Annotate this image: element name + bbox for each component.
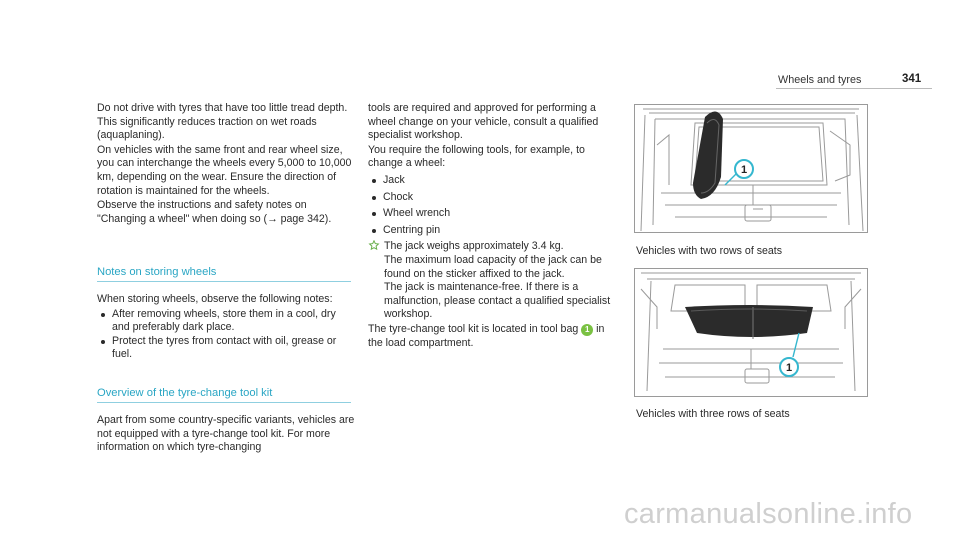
tread-depth-paragraph: Do not drive with tyres that have too little tread depth. This significantly reduces traction on wet roads (aquaplaning). xyxy=(97,102,348,142)
tools-intro: tools are required and approved for performing a wheel change on your vehicle, consult a qualified specialist workshop. xyxy=(368,102,599,142)
storing-bullets xyxy=(97,308,355,362)
tools-require-text: You require the following tools, for example, to change a wheel: xyxy=(368,143,585,170)
toolkit-section xyxy=(97,414,355,455)
changing-wheel-reference: Observe the instructions and safety notes on "Changing a wheel" when doing so (→ page 342). xyxy=(97,199,332,225)
jack-capacity-note: The maximum load capacity of the jack can be found on the sticker affixed to the jack. xyxy=(384,253,602,280)
list-item: Protect the tyres from contact with oil, grease or fuel. xyxy=(97,335,355,362)
left-column xyxy=(97,102,355,226)
toolkit-heading: Overview of the tyre-change tool kit xyxy=(97,386,351,403)
storing-intro: When storing wheels, observe the following notes: xyxy=(97,293,333,305)
jack-maintenance-note: The jack is maintenance-free. If there is a malfunction, please contact a qualified specialist workshop. xyxy=(384,281,611,321)
callout-badge-bottom: 1 xyxy=(785,362,793,374)
section-title: Wheels and tyres xyxy=(778,74,862,86)
list-item: After removing wheels, store them in a cool, dry and preferably dark place. xyxy=(97,308,355,335)
figure-two-rows xyxy=(634,104,868,233)
tools-list xyxy=(368,174,618,237)
wheel-interchange-paragraph: On vehicles with the same front and rear wheel size, you can interchange the wheels every 5,000 to 10,000 km, depending on the wear. Ensure the direction of rotation is maintained for the wheels. xyxy=(97,143,352,197)
list-item: Wheel wrench xyxy=(368,207,618,221)
list-item: Centring pin xyxy=(368,224,618,238)
toolkit-text: Apart from some country-specific variants, vehicles are not equipped with a tyre-change tool kit. For more information on which tyre-changing xyxy=(97,414,355,454)
load-compartment-illustration-two-rows xyxy=(635,105,867,232)
toolkit-location-text-a: The tyre-change tool kit is located in tool bag xyxy=(368,322,579,335)
toolkit-location-text xyxy=(368,323,618,350)
storing-wheels-heading: Notes on storing wheels xyxy=(97,265,351,282)
caption-three-rows: Vehicles with three rows of seats xyxy=(636,408,790,420)
middle-column xyxy=(368,102,618,350)
callout-badge-top: 1 xyxy=(740,164,748,176)
tool-bag-badge: 1 xyxy=(581,324,593,336)
info-note-icon xyxy=(368,240,380,253)
header-divider xyxy=(776,88,932,89)
watermark: carmanualsonline.info xyxy=(624,498,913,530)
load-compartment-illustration-three-rows xyxy=(635,269,867,396)
page-number: 341 xyxy=(902,73,922,85)
toolkit-location-text-b: in the load compartment. xyxy=(368,322,605,349)
list-item: Jack xyxy=(368,174,618,188)
jack-note xyxy=(368,240,618,322)
jack-weight-note: The jack weighs approximately 3.4 kg. xyxy=(384,240,564,253)
figure-three-rows xyxy=(634,268,868,397)
list-item: Chock xyxy=(368,191,618,205)
storing-section xyxy=(97,293,355,362)
caption-two-rows: Vehicles with two rows of seats xyxy=(636,245,783,257)
